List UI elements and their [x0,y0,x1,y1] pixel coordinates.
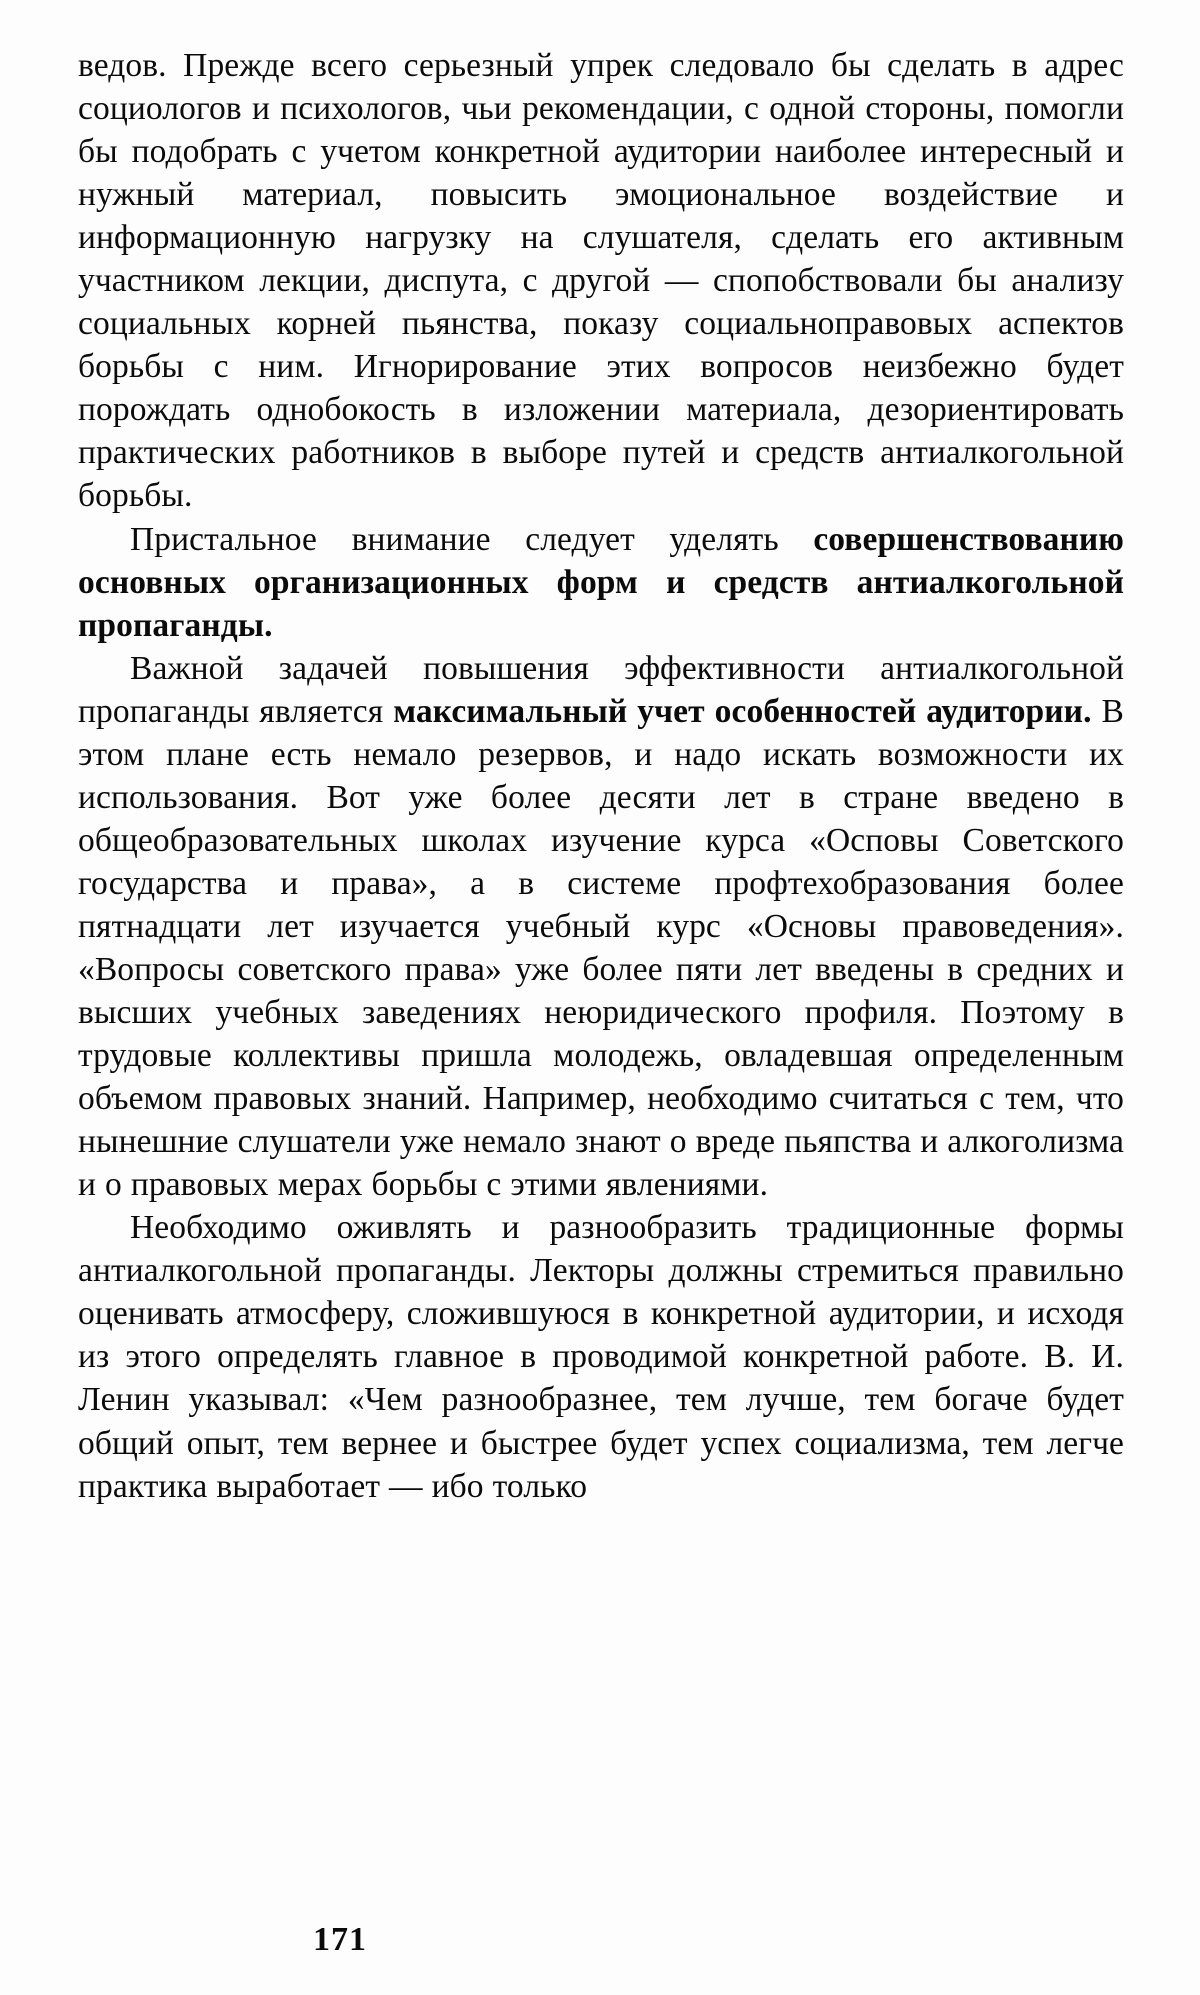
text-run: ведов. Прежде всего серьезный упрек следовало бы сделать в адрес социологов и психологов, чьи рекомендации, с одной стороны, помогли бы подобрать с учетом конкретной аудитории наиболее интересный и нужный материал, повысить эмоциональное воздействие и информационную нагрузку на слушателя, сделать его активным участником лекции, диспута, с другой — спопобствовали бы анализу социальных корней пьянства, показу социальноправовых аспектов борьбы с ним. Игнорирование этих вопросов неизбежно будет порождать однобокость в изложении материала, дезориентировать практических работников в выборе путей и средств антиалкогольной борьбы. [78,47,1124,515]
paragraph [78,647,1124,1207]
text-run: В этом плане есть немало резервов, и надо искать возможности их использования. Вот уже более десяти лет в стране введено в общеобразовательных школах изучение курса «Осповы Советского государства и права», а в системе профтехобразования более пятнадцати лет изучается учебный курс «Основы правоведения». «Вопросы советского права» уже более пяти лет введены в средних и высших учебных заведениях неюридического профиля. Поэтому в трудовые коллективы пришла молодежь, овладевшая определенным объемом правовых знаний. Например, необходимо считаться с тем, что нынешние слушатели уже немало знают о вреде пьяпства и алкоголизма и о правовых мерах борьбы с этими явлениями. [78,692,1125,1204]
text-run: Необходимо оживлять и разнообразить традиционные формы антиалкогольной пропаганды. Лекторы должны стремиться правильно оценивать атмосферу, сложившуюся в конкретной аудитории, и исходя из этого определять главное в проводимой конкретной работе. В. И. Ленин указывал: «Чем разнообразнее, тем лучше, тем богаче будет общий опыт, тем вернее и быстрее будет успех социализма, тем легче практика выработает — ибо только [78,1209,1124,1505]
page-text-body [78,44,1124,1508]
paragraph [78,1206,1124,1507]
emphasis-run: максимальный учет особенностей аудитории. [393,692,1092,730]
page-number [0,1921,1200,1959]
paragraph [78,518,1124,647]
text-run: Пристальное внимание следует уделять [130,520,814,558]
text-run: Важной задачей повышения эффективности антиалкогольной пропаганды является [78,649,1124,730]
emphasis-run: совершенствованию основных организационных форм и средств антиалкогольной пропаганды. [78,520,1124,644]
page-number-value: 171 [313,1921,367,1958]
paragraph [78,44,1124,518]
